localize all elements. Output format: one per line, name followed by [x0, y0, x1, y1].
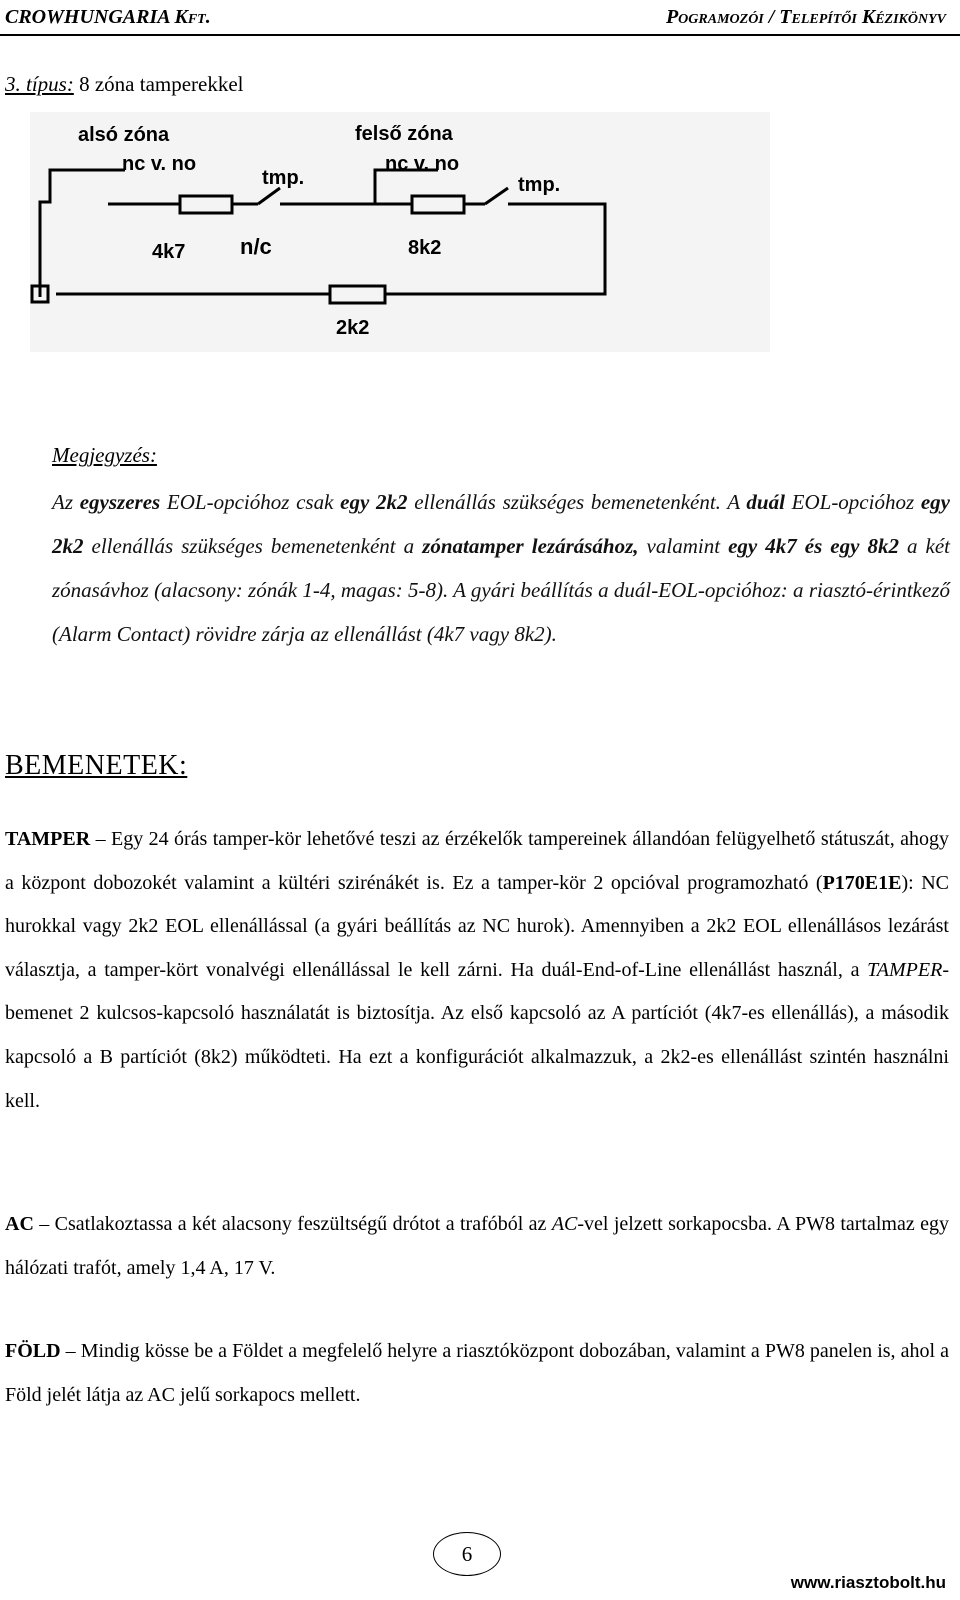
- label-upper-zone: felső zóna: [355, 123, 453, 145]
- fold-t1: – Mindig kösse be a Földet a megfelelő helyre a riasztóközpont dobozában, valamint a PW8 panelen is, ahol a Föld jelét látja az AC jelű sorkapocs mellett.: [5, 1340, 949, 1406]
- ac-label: AC: [5, 1213, 34, 1235]
- header-rule: [0, 34, 960, 36]
- note-s7: EOL-opcióhoz: [784, 490, 921, 514]
- note-s3: EOL-opcióhoz csak: [160, 490, 341, 514]
- fold-label: FÖLD: [5, 1340, 61, 1362]
- section-title: BEMENETEK:: [5, 750, 188, 781]
- type-label: 3. típus:: [5, 72, 74, 96]
- upper-zone-wire: [375, 170, 438, 204]
- tamper-switch-2: [485, 188, 508, 204]
- note-s8: egy 2k2: [52, 490, 951, 558]
- note-s4: egy 2k2: [340, 490, 408, 514]
- ac-em: AC: [551, 1213, 578, 1235]
- resistor-8k2: [412, 196, 464, 213]
- label-nc-no-1: nc v. no: [122, 153, 197, 175]
- label-2k2: 2k2: [336, 317, 370, 339]
- type-heading: [5, 72, 244, 97]
- label-lower-zone: alsó zóna: [78, 124, 170, 146]
- type-text: 8 zóna tamperekkel: [73, 72, 244, 96]
- tamper-t3: -bemenet 2 kulcsos-kapcsoló használatát is biztosítja. Az első kapcsoló az A partíciót (4k7-es ellenállás), a második kapcsoló a B partíciót (8k2) működteti. Ha ezt a konfigurációt alkalmazzuk, a 2k2-es ellenállást szintén használni kell.: [5, 958, 949, 1112]
- lower-zone-wire: [40, 170, 125, 297]
- tamper-label: TAMPER: [5, 828, 91, 850]
- note-s5: ellenállás szükséges bemenetenként. A: [407, 490, 747, 514]
- note-s13: a két zónasávhoz (alacsony: zónák 1-4, magas: 5-8). A gyári beállítás a duál-EOL-opcióhoz: a riasztó-érintkező (Alarm Contact) rövidre zárja az ellenállást (4k7 vagy 8k2).: [52, 534, 950, 646]
- label-tmp-2: tmp.: [518, 174, 561, 196]
- note-s9: ellenállás szükséges bemenetenként a: [83, 534, 423, 558]
- note-s11: valamint: [638, 534, 729, 558]
- label-nc-no-2: nc v. no: [385, 153, 460, 175]
- tamper-paragraph: [5, 818, 949, 1123]
- resistor-2k2: [330, 286, 385, 303]
- note-s6: duál: [746, 490, 785, 514]
- note-title: Megjegyzés:: [52, 443, 157, 467]
- label-tmp-1: tmp.: [262, 167, 305, 189]
- header-title: Pogramozói / Telepítői Kézikönyv: [665, 6, 946, 28]
- tamper-em: TAMPER: [867, 958, 943, 981]
- label-nc: n/c: [240, 234, 272, 259]
- wiring-diagram: [30, 112, 770, 352]
- tamper-code: P170E1E: [822, 871, 902, 894]
- ac-paragraph: [5, 1203, 949, 1290]
- note-s1: Az: [52, 490, 80, 514]
- header-company: CROWHUNGARIA Kft.: [5, 6, 211, 28]
- ac-t2: -vel jelzett sorkapocsba. A PW8 tartalmaz egy hálózati trafót, amely 1,4 A, 17 V.: [5, 1213, 949, 1279]
- tamper-t2: ): NC hurokkal vagy 2k2 EOL ellenállással (a gyári beállítás az NC hurok). Amennyiben a 2k2 EOL ellenállásos lezárást választja, a tamper-kört vonalvégi ellenállással le kell zárni. Ha duál-End-of-Line ellenállást használ, a: [5, 871, 950, 981]
- page-number: 6: [433, 1532, 501, 1576]
- label-4k7: 4k7: [152, 241, 186, 263]
- resistor-4k7: [180, 196, 232, 213]
- note-text: [52, 480, 950, 656]
- note-s10: zónatamper lezárásához,: [422, 534, 639, 558]
- ac-t1: – Csatlakoztassa a két alacsony feszültségű drótot a trafóból az: [33, 1213, 552, 1235]
- footer-url: www.riasztobolt.hu: [790, 1573, 946, 1592]
- label-8k2: 8k2: [408, 237, 442, 259]
- note-s2: egyszeres: [79, 490, 161, 514]
- fold-paragraph: [5, 1330, 949, 1417]
- note-s12: egy 4k7 és egy 8k2: [728, 534, 899, 558]
- tamper-switch-1: [258, 188, 280, 204]
- tamper-t1: – Egy 24 órás tamper-kör lehetővé teszi az érzékelők tampereinek állandóan felügyelhető státuszát, ahogy a központ dobozokét valamint a kültéri szirénákét is. Ez a tamper-kör 2 opcióval programozható (: [5, 828, 949, 894]
